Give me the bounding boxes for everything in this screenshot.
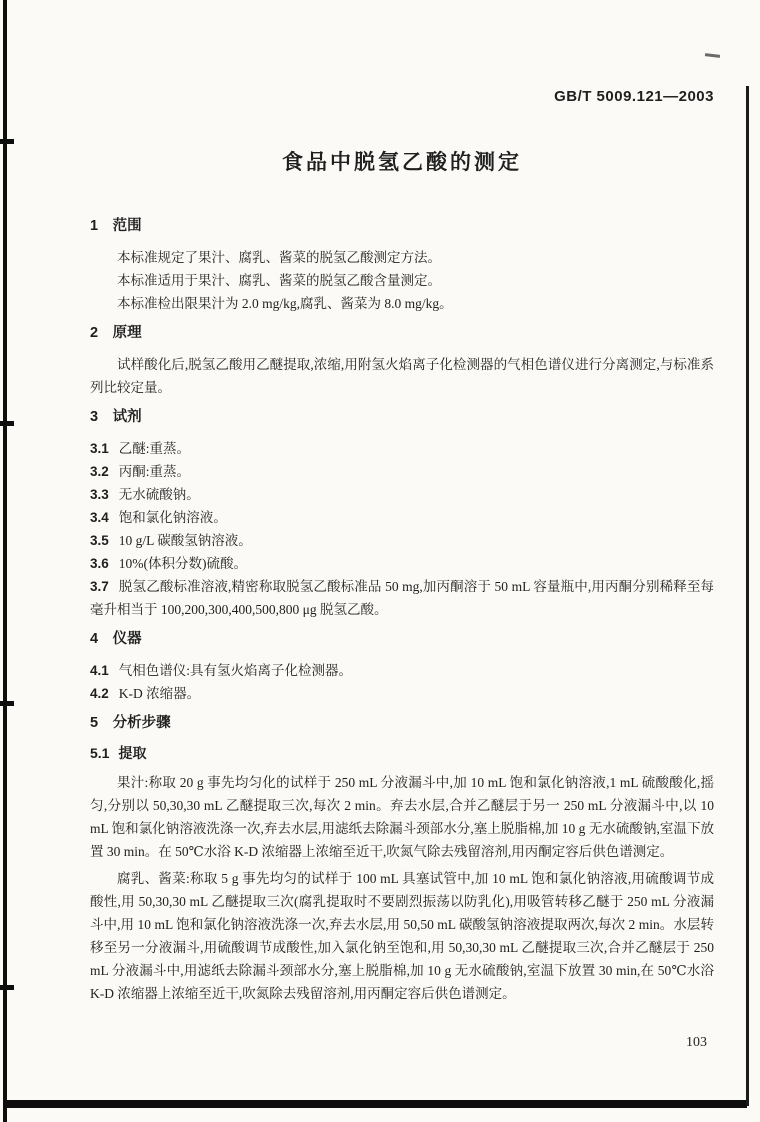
clause-text: 10%(体积分数)硫酸。 bbox=[118, 556, 248, 571]
section-heading-reagents: 3 试剂 bbox=[90, 409, 142, 425]
document-content bbox=[90, 88, 714, 1005]
clause-text: 10 g/L 碳酸氢钠溶液。 bbox=[118, 533, 252, 548]
page-title: 食品中脱氢乙酸的测定 bbox=[282, 151, 522, 174]
reagent-item bbox=[90, 575, 714, 621]
clause-number: 3.6 bbox=[90, 556, 109, 571]
scan-tick-mark bbox=[0, 701, 14, 706]
clause-text: K-D 浓缩器。 bbox=[118, 686, 201, 701]
paragraph: 本标准规定了果汁、腐乳、酱菜的脱氢乙酸测定方法。 bbox=[117, 250, 441, 265]
reagent-item bbox=[90, 552, 714, 575]
section-heading-procedure: 5 分析步骤 bbox=[90, 715, 171, 731]
scan-edge-right bbox=[746, 86, 749, 1106]
paragraph: 腐乳、酱菜:称取 5 g 事先均匀的试样于 100 mL 具塞试管中,加 10 mL 饱和氯化钠溶液,用硫酸调节成酸性,用 50,30,30 mL 乙醚提取三次(腐乳提取时不要剧烈振荡以防乳化),用吸管转移乙醚于 250 mL 分液漏斗中,用 10 mL 饱和氯化钠溶液洗涤一次,弃去水层,用 50,50 mL 碳酸氢钠溶液提取两次,每次 2 min。水层转移至另一分液漏斗,用硫酸调节成酸性,加入氯化钠至饱和,用 50,30,30 mL 乙醚提取三次,合并乙醚层于 250 mL 分液漏斗中,用滤纸去除漏斗颈部水分,塞上脱脂棉,加 10 g 无水硫酸钠,室温下放置 30 min,在 50℃水浴 K-D 浓缩器上浓缩至近干,吹氮除去残留溶剂,用丙酮定容后供色谱测定。 bbox=[90, 871, 714, 1001]
page-number: 103 bbox=[686, 1035, 707, 1050]
clause-text: 无水硫酸钠。 bbox=[118, 487, 200, 502]
subsection-heading-extraction bbox=[90, 743, 714, 763]
scan-edge-left bbox=[3, 0, 7, 1122]
clause-number: 4.1 bbox=[90, 663, 109, 678]
clause-text: 脱氢乙酸标准溶液,精密称取脱氢乙酸标准品 50 mg,加丙酮溶于 50 mL 容量瓶中,用丙酮分别稀释至每毫升相当于 100,200,300,400,500,800 μg 脱氢乙酸。 bbox=[90, 579, 714, 617]
scan-tick-mark bbox=[0, 985, 14, 990]
scan-tick-mark bbox=[0, 421, 14, 426]
reagent-item bbox=[90, 529, 714, 552]
paragraph: 本标准适用于果汁、腐乳、酱菜的脱氢乙酸含量测定。 bbox=[117, 273, 441, 288]
clause-number: 5.1 bbox=[90, 745, 110, 761]
section-heading-principle: 2 原理 bbox=[90, 325, 142, 341]
clause-text: 气相色谱仪:具有氢火焰离子化检测器。 bbox=[118, 663, 353, 678]
apparatus-item bbox=[90, 659, 714, 682]
reagent-item bbox=[90, 506, 714, 529]
section-heading-scope: 1 范围 bbox=[90, 218, 142, 234]
clause-number: 3.7 bbox=[90, 579, 109, 594]
apparatus-item bbox=[90, 682, 714, 705]
clause-number: 3.4 bbox=[90, 510, 109, 525]
clause-text: 饱和氯化钠溶液。 bbox=[118, 510, 227, 525]
clause-text: 乙醚:重蒸。 bbox=[118, 441, 191, 456]
clause-text: 丙酮:重蒸。 bbox=[118, 464, 191, 479]
clause-number: 3.1 bbox=[90, 441, 109, 456]
scan-tick-mark bbox=[0, 139, 14, 144]
reagent-item bbox=[90, 437, 714, 460]
clause-number: 4.2 bbox=[90, 686, 109, 701]
standard-number: GB/T 5009.121—2003 bbox=[554, 88, 714, 105]
clause-number: 3.5 bbox=[90, 533, 109, 548]
paragraph: 试样酸化后,脱氢乙酸用乙醚提取,浓缩,用附氢火焰离子化检测器的气相色谱仪进行分离测定,与标准系列比较定量。 bbox=[90, 357, 714, 395]
paragraph: 果汁:称取 20 g 事先均匀化的试样于 250 mL 分液漏斗中,加 10 mL 饱和氯化钠溶液,1 mL 硫酸酸化,摇匀,分别以 50,30,30 mL 乙醚提取三次,每次 2 min。弃去水层,合并乙醚层于另一 250 mL 分液漏斗中,以 10 mL 饱和氯化钠溶液洗涤一次,弃去水层,用滤纸去除漏斗颈部水分,塞上脱脂棉,加 10 g 无水硫酸钠,室温下放置 30 min。在 50℃水浴 K-D 浓缩器上浓缩至近干,吹氮气除去残留溶剂,用丙酮定容后供色谱测定。 bbox=[90, 775, 714, 859]
paragraph: 本标准检出限果汁为 2.0 mg/kg,腐乳、酱菜为 8.0 mg/kg。 bbox=[117, 296, 453, 311]
clause-title: 提取 bbox=[118, 745, 147, 761]
reagent-item bbox=[90, 460, 714, 483]
clause-number: 3.3 bbox=[90, 487, 109, 502]
section-heading-apparatus: 4 仪器 bbox=[90, 631, 142, 647]
scan-speck bbox=[705, 53, 720, 58]
clause-number: 3.2 bbox=[90, 464, 109, 479]
scan-edge-bottom bbox=[5, 1100, 747, 1108]
reagent-item bbox=[90, 483, 714, 506]
